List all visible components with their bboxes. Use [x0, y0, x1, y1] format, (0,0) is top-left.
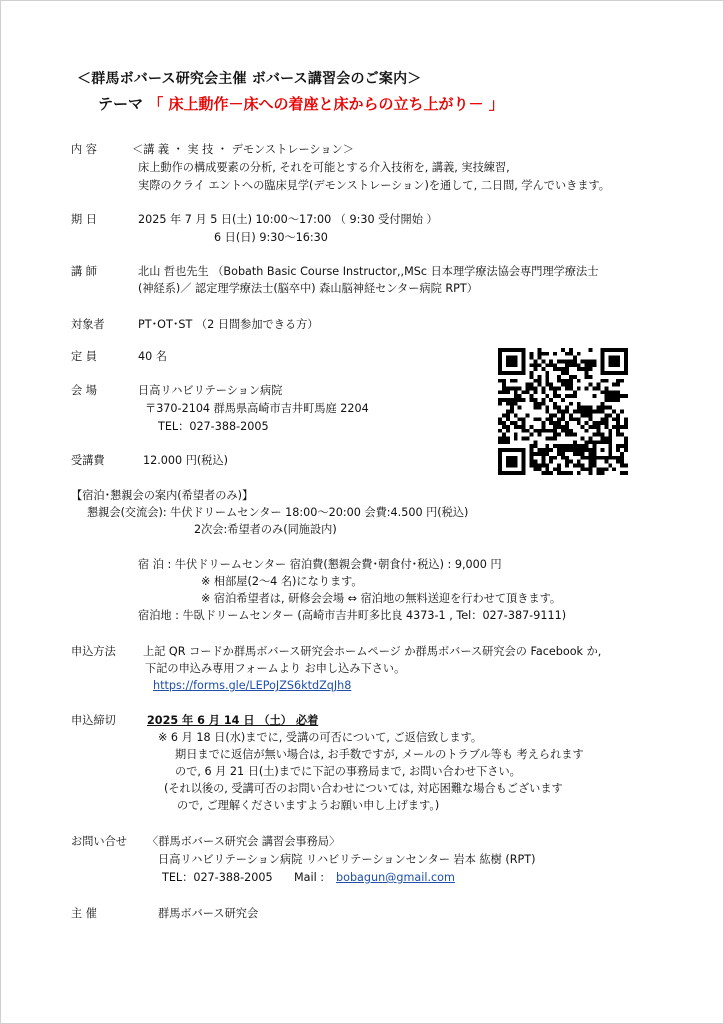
deadline-note-4: (それ以後の, 受講可否のお問い合わせについては, 対応困難な場合もございます — [164, 782, 563, 795]
venue-address: 〒370-2104 群馬県高崎市吉井町馬庭 2204 — [145, 402, 369, 415]
contact-mail-label: Mail : — [294, 871, 325, 884]
fee-label: 受講費 — [71, 454, 105, 467]
stay-note-1: ※ 相部屋(2～4 名)になります。 — [201, 575, 363, 588]
venue-label: 会 場 — [71, 384, 97, 397]
theme-line — [98, 97, 504, 111]
deadline-note-1: ※ 6 月 18 日(水)までに, 受講の可否について, ご返信致します。 — [158, 731, 483, 744]
apply-label: 申込方法 — [71, 645, 116, 658]
deadline-note-5: ので, ご理解くださいますようお願い申し上げます。) — [177, 799, 440, 812]
target-label: 対象者 — [71, 318, 105, 331]
theme-prefix: テーマ — [98, 95, 144, 113]
venue-tel: TEL：027-388-2005 — [158, 420, 269, 433]
apply-form-link[interactable]: https://forms.gle/LEPoJZS6ktdZqJh8 — [153, 679, 352, 692]
organizer-value: 群馬ボバース研究会 — [158, 907, 259, 920]
party-line-1: 懇親会(交流会): 牛伏ドリームセンター 18:00～20:00 会費:4.500 円(税込) — [87, 506, 469, 519]
apply-line-2: 下記の申込み専用フォームより お申し込み下さい。 — [145, 662, 406, 675]
party-line-2: 2次会:希望者のみ(同施設内) — [194, 523, 337, 536]
apply-line-1: 上記 QR コードか群馬ボバース研究会ホームページ か群馬ボバース研究会の Facebook か, — [143, 645, 602, 658]
qr-code-icon[interactable] — [498, 348, 628, 475]
capacity-value: 40 名 — [138, 350, 167, 363]
dates-line-1: 2025 年 7 月 5 日(土) 10:00～17:00 （ 9:30 受付開始 ） — [138, 213, 438, 226]
lodging-place-line: 宿泊地 : 牛臥ドリームセンター (高崎市吉井町多比良 4373-1 , Tel：027-387-9111) — [138, 609, 567, 622]
dates-label: 期 日 — [71, 213, 97, 226]
capacity-label: 定 員 — [71, 350, 97, 363]
contact-label: お問い合せ — [71, 835, 127, 848]
instructor-label: 講 師 — [71, 265, 97, 278]
deadline-label: 申込締切 — [71, 714, 116, 727]
contact-email-link[interactable]: bobagun@gmail.com — [336, 871, 455, 884]
contact-line-2: 日高リハビリテーション病院 リハビリテーションセンター 岩本 紘樹 (RPT) — [158, 853, 536, 866]
fee-value: 12.000 円(税込) — [143, 454, 228, 467]
contact-tel: TEL：027-388-2005 — [162, 871, 273, 884]
target-value: PT･OT･ST （2 日間参加できる方） — [138, 318, 319, 331]
theme-text: 「 床上動作－床への着座と床からの立ち上がり－ 」 — [148, 95, 504, 113]
flyer-title: ＜群馬ボバース研究会主催 ボバース講習会のご案内＞ — [77, 71, 422, 87]
lodging-section-title: 【宿泊･懇親会の案内(希望者のみ)】 — [71, 489, 254, 502]
deadline-date: 2025 年 6 月 14 日 （土） 必着 — [147, 714, 319, 727]
deadline-note-2: 期日までに返信が無い場合は, お手数ですが, メールのトラブル等も 考えられます — [175, 748, 584, 761]
instructor-line-1: 北山 哲也先生 （Bobath Basic Course Instructor,,MSc 日本理学療法協会専門理学療法士 — [138, 265, 599, 278]
contact-line-1: 〈群馬ボバース研究会 講習会事務局〉 — [147, 835, 341, 848]
venue-name: 日高リハビリテーション病院 — [138, 384, 283, 397]
dates-line-2: 6 日(日) 9:30～16:30 — [214, 231, 328, 244]
content-line-2: 床上動作の構成要素の分析, それを可能とする介入技術を, 講義, 実技練習, — [138, 161, 510, 174]
content-line-3: 実際のクライ エントへの臨床見学(デモンストレーション)を通して, 二日間, 学んでいきます。 — [138, 179, 610, 192]
deadline-note-3: ので, 6 月 21 日(土)までに下記の事務局まで, お問い合わせ下さい。 — [175, 765, 521, 778]
stay-note-2: ※ 宿泊希望者は, 研修会会場 ⇔ 宿泊地の無料送迎を行わせて頂きます。 — [201, 592, 562, 605]
stay-line-1: 宿 泊 : 牛伏ドリームセンター 宿泊費(懇親会費･朝食付･税込) : 9,000 円 — [138, 558, 502, 571]
instructor-line-2: (神経系)／ 認定理学療法士(脳卒中) 森山脳神経センター病院 RPT） — [138, 282, 478, 295]
content-label: 内 容 — [71, 143, 97, 156]
organizer-label: 主 催 — [71, 907, 97, 920]
content-line-1: ＜講 義 ・ 実 技 ・ デモンストレーション＞ — [132, 143, 354, 156]
